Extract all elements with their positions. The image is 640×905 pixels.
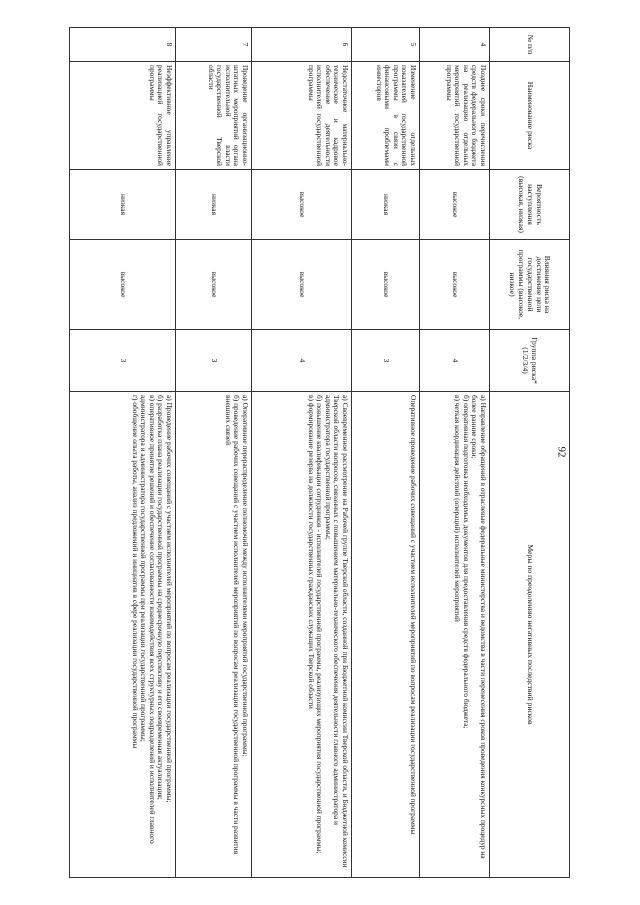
risk-group: 3 — [70, 330, 176, 392]
measure-line: б) повышение квалификации сотрудников - исполнителей государственной программы, реализующих мероприятия государственной программы; — [315, 395, 325, 854]
risk-influence: высокое — [176, 240, 252, 330]
risk-name: Позднее сроки перечисления средств федерального бюджета на реализацию отдельных мероприятий государственной программы — [420, 62, 490, 170]
risk-measures — [420, 392, 490, 878]
header-num: № п/п — [490, 28, 570, 62]
header-group: Группа риска* (1/2/3/4) — [490, 330, 570, 392]
risk-group: 3 — [176, 330, 252, 392]
table-row — [176, 28, 252, 878]
header-influence: Влияния риска на достижение цели государственной программы (высокое, низкое) — [490, 240, 570, 330]
risk-measures — [70, 392, 176, 878]
risk-probability: высокое — [420, 170, 490, 240]
header-probability: Вероятность наступления (высокая, низкая) — [490, 170, 570, 240]
risk-group: 4 — [420, 330, 490, 392]
header-name: Наименование риска — [490, 62, 570, 170]
risk-influence: высокое — [352, 240, 420, 330]
risk-influence: высокое — [420, 240, 490, 330]
risk-name: Недостаточное материально-техническое и кадровое обеспечение деятельности исполнителей государственной программы — [252, 62, 352, 170]
measure-line: б) оперативная подготовка необходимых документов для предоставления средств федерального бюджета; — [461, 395, 471, 729]
risk-probability: низкая — [70, 170, 176, 240]
measure-line: в) формирование резерва на должности государственных гражданских служащих Тверской области — [306, 395, 316, 709]
measure-line: б) разработка плана реализации государственной программы на среднесрочную перспективу и его своевременная актуализация; — [156, 395, 166, 800]
table-header-row — [490, 28, 570, 878]
measure-line: б) проведение рабочих совещаний с участием исполнителей мероприятий по вопросам реализации государственной программы в части развития внешних связей — [223, 395, 242, 854]
row-num: 8 — [70, 28, 176, 62]
risk-measures — [176, 392, 252, 878]
table-row — [252, 28, 352, 878]
risk-influence: высокое — [252, 240, 352, 330]
measure-line: г) обобщение опыта работы, анализ предложений и инициатив в сфере реализации государственной программы — [130, 395, 140, 749]
risk-group: 3 — [352, 330, 420, 392]
table-row — [352, 28, 420, 878]
risk-probability: низкая — [176, 170, 252, 240]
table-row — [420, 28, 490, 878]
risk-name: Неэффективное управление реализацией государственной программы — [70, 62, 176, 170]
row-num: 5 — [352, 28, 420, 62]
measure-line: в) оперативное принятие решений и обеспечение согласованности взаимодействия всех структурных подразделений и исполнителей главного администратора и администратора государственной программы при реализации государственной программы; — [139, 395, 157, 844]
risk-measures — [352, 392, 420, 878]
risk-measures — [252, 392, 352, 878]
risk-probability: высокое — [252, 170, 352, 240]
risk-influence: высокое — [70, 240, 176, 330]
risk-name: Проведение организационно-штатных мероприятий органа исполнительной власти государственной Тверской области — [176, 62, 252, 170]
measure-line: а) Направление обращений в отраслевые федеральные министерства и ведомства в части перенесения сроков проведения конкурсных процедур на более ранние сроки; — [470, 395, 488, 859]
page-number: 92 — [555, 446, 568, 458]
risk-group: 4 — [252, 330, 352, 392]
measure-line: Оперативное проведение рабочих совещаний с участием исполнителей мероприятий по вопросам реализации государственной программы — [409, 395, 418, 835]
row-num: 6 — [252, 28, 352, 62]
measure-line: а) Оперативное перераспределение полномочий между исполнителями мероприятий государственной программы; — [241, 395, 250, 757]
risk-probability: низкая — [352, 170, 420, 240]
measure-line: в) четкая координация действий (операций) исполнителей мероприятий — [453, 395, 463, 622]
risk-table — [69, 27, 570, 878]
measure-line: а) Проведение рабочих совещаний с участием исполнителей мероприятий по вопросам реализации государственной программы; — [165, 395, 174, 803]
risk-name: Изменение отдельных показателей государственной программы в связи с финансовыми проблемами инвесторов — [352, 62, 420, 170]
measure-line: а) Своевременное рассмотрение на Рабочей группе Тверской области, созданной при Бюджетной комиссии Тверской области, и Бюджетной комиссии Тверской области вопросов, связанных с повышением материально-технического обеспечения деятельности главного администратора и администратора государственной программы; — [323, 395, 350, 868]
table-row — [70, 28, 176, 878]
row-num: 4 — [420, 28, 490, 62]
header-measures: Меры по преодолению негативных последствий рисков — [490, 392, 570, 878]
row-num: 7 — [176, 28, 252, 62]
rotated-table-container — [70, 27, 570, 877]
